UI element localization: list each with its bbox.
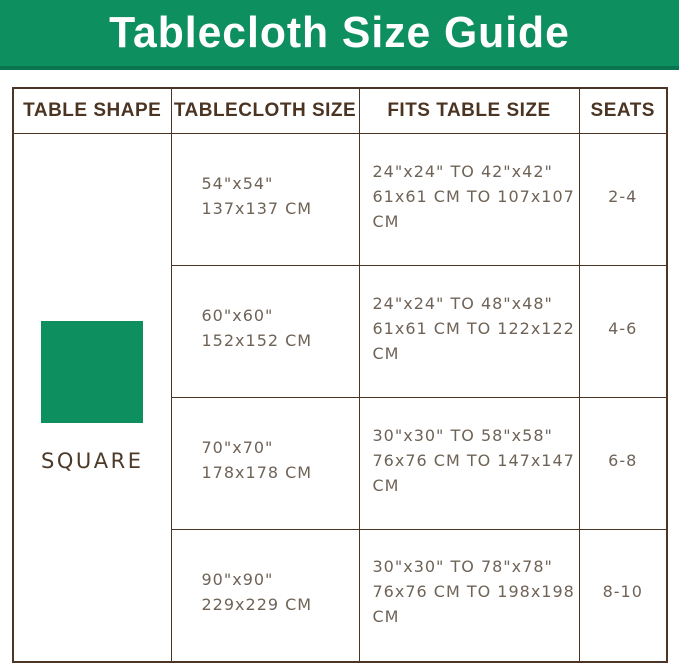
size-cm: 178x178 CM: [201, 463, 313, 482]
size-cm: 137x137 CM: [201, 199, 313, 218]
table-row: [13, 134, 667, 266]
shape-label: SQUARE: [41, 449, 144, 474]
seats-cell: 2-4: [579, 134, 667, 266]
size-inches: 90"x90": [201, 569, 274, 589]
size-inches: 54"x54": [201, 174, 274, 193]
size-inches: 70"x70": [201, 438, 274, 457]
header-fits-table-size: FITS TABLE SIZE: [359, 88, 579, 134]
fits-inches: 30"x30" TO 58"x58": [372, 425, 553, 445]
tablecloth-size-cell: [171, 266, 359, 398]
page-title: Tablecloth Size Guide: [109, 8, 570, 57]
fits-table-size-cell: [359, 134, 579, 266]
tablecloth-size-cell: [171, 398, 359, 530]
fits-cm: 61x61 CM TO 107x107 CM: [372, 186, 575, 231]
size-cm: 152x152 CM: [201, 331, 313, 350]
fits-inches: 24"x24" TO 48"x48": [372, 293, 553, 313]
title-banner: [0, 0, 679, 70]
fits-inches: 30"x30" TO 78"x78": [372, 557, 553, 577]
fits-table-size-cell: [359, 530, 579, 662]
header-seats: SEATS: [579, 88, 667, 134]
header-tablecloth-size: TABLECLOTH SIZE: [171, 88, 359, 134]
tablecloth-size-cell: [171, 134, 359, 266]
tablecloth-size-cell: [171, 530, 359, 662]
seats-cell: 6-8: [579, 398, 667, 530]
fits-table-size-cell: [359, 398, 579, 530]
fits-cm: 76x76 CM TO 198x198 CM: [372, 582, 575, 627]
seats-cell: 8-10: [579, 530, 667, 662]
size-cm: 229x229 CM: [201, 594, 313, 614]
size-guide-table: [12, 87, 668, 663]
fits-inches: 24"x24" TO 42"x42": [372, 161, 553, 181]
fits-cm: 61x61 CM TO 122x122 CM: [372, 318, 575, 363]
fits-table-size-cell: [359, 266, 579, 398]
fits-cm: 76x76 CM TO 147x147 CM: [372, 450, 575, 495]
size-inches: 60"x60": [201, 306, 274, 325]
square-shape-swatch: [41, 321, 143, 423]
header-row: [13, 88, 667, 134]
seats-cell: 4-6: [579, 266, 667, 398]
shape-cell: [13, 134, 171, 662]
header-table-shape: TABLE SHAPE: [13, 88, 171, 134]
